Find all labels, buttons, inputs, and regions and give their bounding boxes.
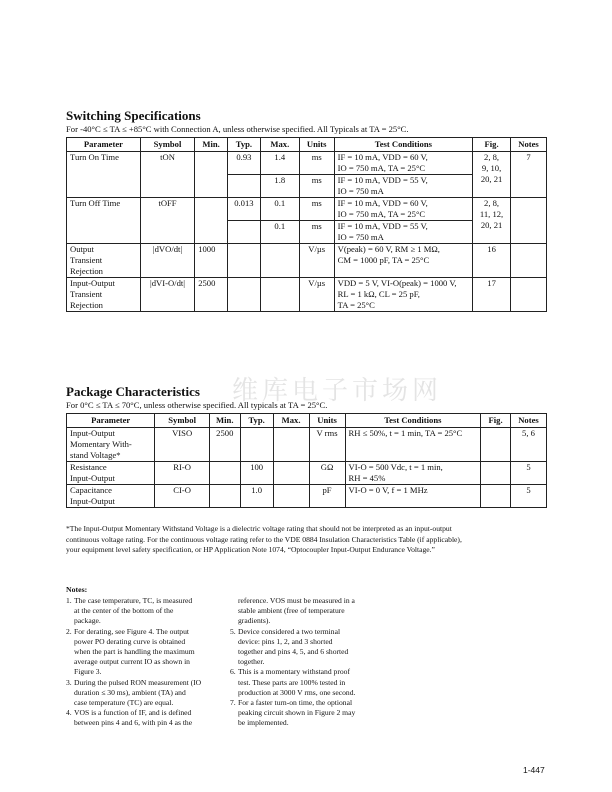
typ-cell: 1.0	[240, 485, 273, 508]
units-cell: V/µs	[299, 244, 334, 278]
fig-cell	[481, 462, 511, 485]
column-header: Symbol	[155, 414, 209, 428]
notes-left-column	[66, 596, 236, 729]
max-cell: 0.1	[260, 198, 299, 221]
symbol-cell: |dVO/dt|	[140, 244, 194, 278]
parameter-line: Capacitance	[70, 485, 112, 495]
note-line: For a faster turn-on time, the optional	[238, 698, 353, 708]
test-condition-line: CM = 1000 pF, TA = 25°C	[337, 255, 430, 265]
test-conditions-cell	[334, 175, 472, 198]
note-line: For derating, see Figure 4. The output	[74, 626, 190, 636]
typ-cell	[228, 278, 261, 312]
parameter-line: Input-Output	[70, 496, 115, 506]
parameter-cell	[67, 462, 155, 485]
table-row	[67, 278, 547, 312]
parameter-line: Rejection	[70, 266, 103, 276]
note-line: stable ambient (free of temperature	[238, 606, 345, 616]
units-cell: pF	[309, 485, 345, 508]
min-cell: 2500	[209, 428, 240, 462]
min-cell: 1000	[195, 244, 228, 278]
note-number: 4.	[66, 708, 72, 718]
test-conditions-cell	[345, 462, 481, 485]
note-line: device: pins 1, 2, and 3 shorted	[238, 636, 333, 646]
test-condition-line: TA = 25°C	[337, 300, 375, 310]
units-cell: ms	[299, 198, 334, 221]
fig-cell: 16	[473, 244, 511, 278]
min-cell: 2500	[195, 278, 228, 312]
units-cell: V/µs	[299, 278, 334, 312]
column-header: Test Conditions	[345, 414, 481, 428]
parameter-line: Transient	[70, 255, 103, 265]
parameter-line: Input-Output	[70, 473, 115, 483]
test-conditions-cell	[345, 428, 481, 462]
parameter-cell	[67, 428, 155, 462]
test-condition-line: VDD = 5 V, VI-O(peak) = 1000 V,	[337, 278, 457, 288]
fig-line: 11, 12,	[479, 209, 504, 219]
test-condition-line: VI-O = 0 V, f = 1 MHz	[348, 485, 428, 495]
switching-table	[66, 137, 547, 312]
test-condition-line: VI-O = 500 Vdc, t = 1 min,	[348, 462, 443, 472]
switching-subtitle: For -40°C ≤ TA ≤ +85°C with Connection A, unless otherwise specified. All Typicals at TA = 25°C.	[66, 124, 409, 134]
test-condition-line: IF = 10 mA, VDD = 60 V,	[337, 198, 428, 208]
note-number: 6.	[230, 667, 236, 677]
test-condition-line: IF = 10 mA, VDD = 60 V,	[337, 152, 428, 162]
test-condition-line: IF = 10 mA, VDD = 55 V,	[337, 221, 428, 231]
column-header: Fig.	[473, 138, 511, 152]
note-line: at the center of the bottom of the	[74, 606, 174, 616]
column-header: Min.	[195, 138, 228, 152]
symbol-cell: |dVI-O/dt|	[140, 278, 194, 312]
parameter-line: Resistance	[70, 462, 107, 472]
parameter-line: Output	[70, 244, 94, 254]
note-line: production at 3000 V rms, one second.	[238, 687, 356, 697]
note-item	[230, 627, 410, 668]
max-cell	[273, 485, 309, 508]
column-header: Typ.	[240, 414, 273, 428]
notes-cell: 5, 6	[510, 428, 546, 462]
parameter-line: Input-Output	[70, 278, 115, 288]
units-cell: ms	[299, 175, 334, 198]
package-subtitle: For 0°C ≤ TA ≤ 70°C, unless otherwise specified. All typicals at TA = 25°C.	[66, 400, 328, 410]
test-condition-line: RL = 1 kΩ, CL = 25 pF,	[337, 289, 420, 299]
column-header: Notes	[511, 138, 547, 152]
fig-line: 20, 21	[480, 174, 503, 184]
min-cell	[209, 485, 240, 508]
symbol-cell: VISO	[155, 428, 209, 462]
typ-cell	[228, 244, 261, 278]
fig-line: 20, 21	[480, 220, 503, 230]
test-conditions-cell	[334, 278, 472, 312]
fig-cell	[481, 428, 511, 462]
page-number: 1-447	[523, 765, 545, 775]
note-number: 5.	[230, 626, 236, 636]
column-header: Units	[309, 414, 345, 428]
notes-right-column	[230, 596, 410, 729]
fig-line: 2, 8,	[484, 198, 500, 208]
note-item	[66, 678, 236, 709]
note-line: when the part is handling the maximum	[74, 647, 195, 657]
symbol-cell: CI-O	[155, 485, 209, 508]
footnote-line: your equipment level safety specification, or HP Application Note 1074, “Optocoupler Input-Output Endurance Voltage.”	[66, 545, 435, 554]
table-row	[67, 462, 547, 485]
typ-cell: 0.93	[228, 152, 261, 175]
note-line: test. These parts are 100% tested in	[238, 677, 346, 687]
typ-cell	[240, 428, 273, 462]
parameter-line: Transient	[70, 289, 103, 299]
note-line: duration ≤ 30 ms), ambient (TA) and	[74, 687, 186, 697]
parameter-cell	[67, 244, 141, 278]
column-header: Units	[299, 138, 334, 152]
package-title: Package Characteristics	[66, 384, 200, 399]
note-line: package.	[74, 616, 101, 626]
fig-cell	[473, 198, 511, 244]
test-condition-line: RH ≤ 50%, t = 1 min, TA = 25°C	[348, 428, 463, 438]
units-cell: ms	[299, 152, 334, 175]
note-line: Device considered a two terminal	[238, 626, 341, 636]
column-header: Notes	[510, 414, 546, 428]
note-line: peaking circuit shown in Figure 2 may	[238, 708, 356, 718]
test-conditions-cell	[345, 485, 481, 508]
test-condition-line: IO = 750 mA, TA = 25°C	[337, 163, 426, 173]
symbol-cell: tON	[140, 152, 194, 198]
parameter-cell	[67, 278, 141, 312]
note-line: together.	[238, 657, 265, 667]
note-number: 7.	[230, 698, 236, 708]
notes-cell: 5	[510, 485, 546, 508]
parameter-cell	[67, 485, 155, 508]
table-row	[67, 428, 547, 462]
package-footnote	[66, 524, 556, 556]
parameter-line: Input-Output	[70, 428, 115, 438]
note-item	[230, 596, 410, 627]
typ-cell: 0.013	[228, 198, 261, 221]
note-line: During the pulsed RON measurement (IO	[74, 677, 202, 687]
notes-cell	[511, 278, 547, 312]
package-table	[66, 413, 547, 508]
note-item	[230, 667, 410, 698]
notes-cell	[511, 198, 547, 244]
max-cell: 0.1	[260, 221, 299, 244]
table-row	[67, 152, 547, 175]
max-cell	[273, 462, 309, 485]
column-header: Parameter	[67, 138, 141, 152]
min-cell	[195, 198, 228, 244]
column-header: Max.	[273, 414, 309, 428]
note-line: This is a momentary withstand proof	[238, 667, 350, 677]
fig-line: 9, 10,	[481, 163, 502, 173]
switching-title: Switching Specifications	[66, 108, 201, 123]
column-header: Min.	[209, 414, 240, 428]
note-item	[230, 698, 410, 729]
footnote-line: continuous voltage rating. For the continuous voltage rating refer to the VDE 0884 Insulation Characteristics Table (if applicable),	[66, 534, 462, 544]
note-line: reference. VOS must be measured in a	[238, 596, 355, 605]
column-header: Parameter	[67, 414, 155, 428]
max-cell	[273, 428, 309, 462]
note-line: case temperature (TC) are equal.	[74, 698, 174, 708]
test-condition-line: V(peak) = 60 V, RM ≥ 1 MΩ,	[337, 244, 440, 254]
note-item	[66, 627, 236, 678]
note-number: 1.	[66, 596, 72, 605]
notes-cell: 5	[510, 462, 546, 485]
max-cell: 1.8	[260, 175, 299, 198]
column-header: Symbol	[140, 138, 194, 152]
symbol-cell: RI-O	[155, 462, 209, 485]
test-conditions-cell	[334, 221, 472, 244]
typ-cell	[228, 175, 261, 198]
table-row	[67, 485, 547, 508]
note-item	[66, 596, 236, 627]
note-line: VOS is a function of IF, and is defined	[74, 708, 192, 718]
column-header: Typ.	[228, 138, 261, 152]
fig-cell	[473, 152, 511, 198]
note-item	[66, 708, 236, 728]
typ-cell	[228, 221, 261, 244]
parameter-line: stand Voltage*	[70, 450, 121, 460]
fig-cell: 17	[473, 278, 511, 312]
min-cell	[195, 152, 228, 198]
test-condition-line: IF = 10 mA, VDD = 55 V,	[337, 175, 428, 185]
test-condition-line: RH = 45%	[348, 473, 386, 483]
note-line: power PO derating curve is obtained	[74, 636, 186, 646]
fig-line: 2, 8,	[484, 152, 500, 162]
table-row	[67, 198, 547, 221]
fig-cell	[481, 485, 511, 508]
parameter-line: Rejection	[70, 300, 103, 310]
notes-cell	[511, 244, 547, 278]
test-conditions-cell	[334, 198, 472, 221]
note-number: 2.	[66, 626, 72, 636]
note-line: together and pins 4, 5, and 6 shorted	[238, 647, 349, 657]
note-line: gradients).	[238, 616, 271, 626]
units-cell: GΩ	[309, 462, 345, 485]
max-cell: 1.4	[260, 152, 299, 175]
column-header: Fig.	[481, 414, 511, 428]
note-line: Figure 3.	[74, 667, 102, 677]
units-cell: V rms	[309, 428, 345, 462]
parameter-cell: Turn Off Time	[67, 198, 141, 244]
max-cell	[260, 244, 299, 278]
max-cell	[260, 278, 299, 312]
watermark: 维库电子市场网	[232, 376, 443, 406]
note-line: The case temperature, TC, is measured	[74, 596, 193, 605]
parameter-cell: Turn On Time	[67, 152, 141, 198]
units-cell: ms	[299, 221, 334, 244]
note-line: between pins 4 and 6, with pin 4 as the	[74, 718, 193, 728]
column-header: Test Conditions	[334, 138, 472, 152]
column-header: Max.	[260, 138, 299, 152]
notes-cell: 7	[511, 152, 547, 198]
note-line: be implemented.	[238, 718, 289, 728]
test-condition-line: IO = 750 mA	[337, 232, 384, 242]
footnote-line: *The Input-Output Momentary Withstand Voltage is a dielectric voltage rating that should not be interpreted as an input-output	[66, 524, 452, 533]
table-row	[67, 244, 547, 278]
notes-title: Notes:	[66, 585, 88, 594]
typ-cell: 100	[240, 462, 273, 485]
symbol-cell: tOFF	[140, 198, 194, 244]
test-condition-line: IO = 750 mA, TA = 25°C	[337, 209, 426, 219]
note-number: 3.	[66, 677, 72, 687]
parameter-line: Momentary With-	[70, 439, 132, 449]
test-condition-line: IO = 750 mA	[337, 186, 384, 196]
test-conditions-cell	[334, 244, 472, 278]
note-line: average output current IO as shown in	[74, 657, 190, 667]
test-conditions-cell	[334, 152, 472, 175]
min-cell	[209, 462, 240, 485]
